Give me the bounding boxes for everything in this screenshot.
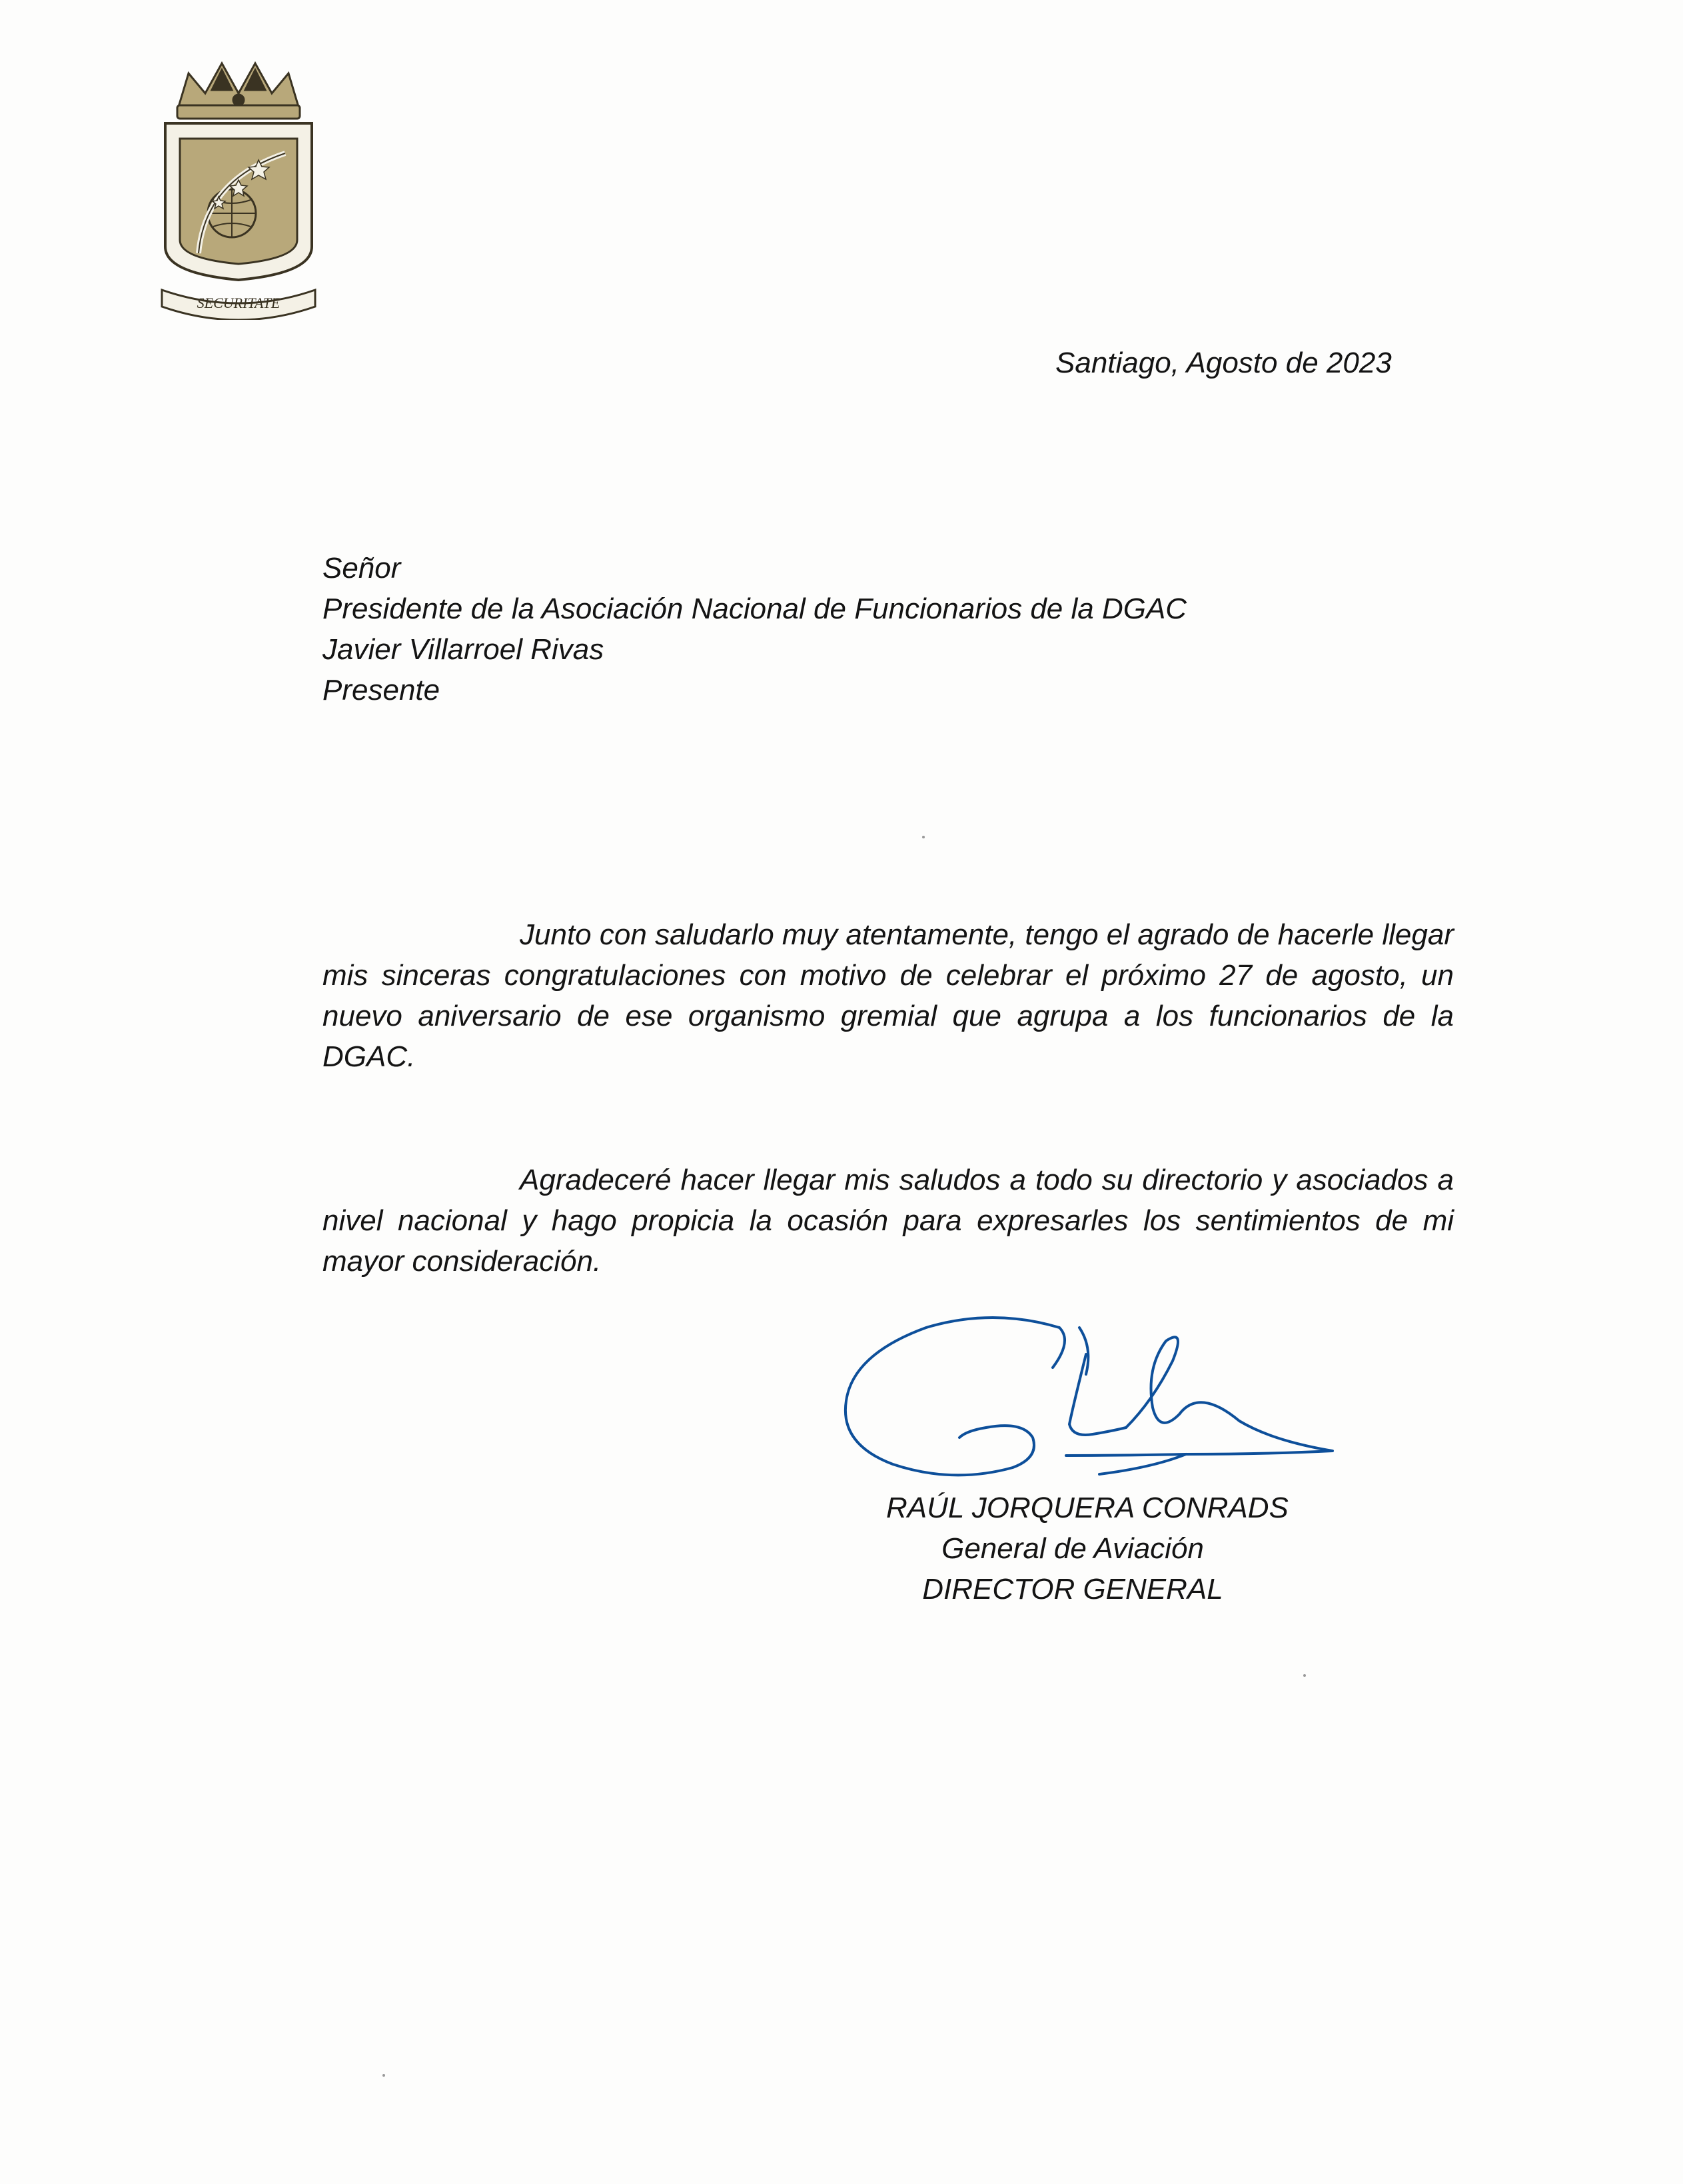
addressee-salutation: Señor [322, 552, 401, 584]
signature-area [840, 1301, 1359, 1501]
signer-position: DIRECTOR GENERAL [922, 1573, 1223, 1606]
signature-icon [840, 1301, 1359, 1501]
addressee-block [322, 548, 1187, 710]
body-paragraph-1: Junto con saludarlo muy atentamente, tengo el agrado de hacerle llegar mis sinceras congratulaciones con motivo de celebrar el próximo 27 de agosto, un nuevo aniversario de ese organismo gremial que agrupa a los funcionarios de la DGAC. [322, 918, 1454, 1073]
emblem-motto: SECURITATE [197, 295, 280, 311]
date-line: Santiago, Agosto de 2023 [1055, 347, 1392, 379]
scan-speck [382, 2074, 385, 2077]
body-paragraph-2: Agradeceré hacer llegar mis saludos a todo su directorio y asociados a nivel nacional y hago propicia la ocasión para expresarles los sentimientos de mi mayor consideración. [322, 1164, 1454, 1278]
dgac-emblem-icon [159, 53, 318, 320]
addressee-title: Presidente de la Asociación Nacional de Funcionarios de la DGAC [322, 592, 1187, 625]
signer-name: RAÚL JORQUERA CONRADS [886, 1492, 1289, 1524]
addressee-closing: Presente [322, 674, 440, 706]
signer-block [886, 1488, 1289, 1610]
addressee-name: Javier Villarroel Rivas [322, 633, 604, 666]
scan-speck [922, 836, 925, 838]
scan-speck [1303, 1674, 1306, 1677]
signer-rank: General de Aviación [941, 1532, 1204, 1565]
